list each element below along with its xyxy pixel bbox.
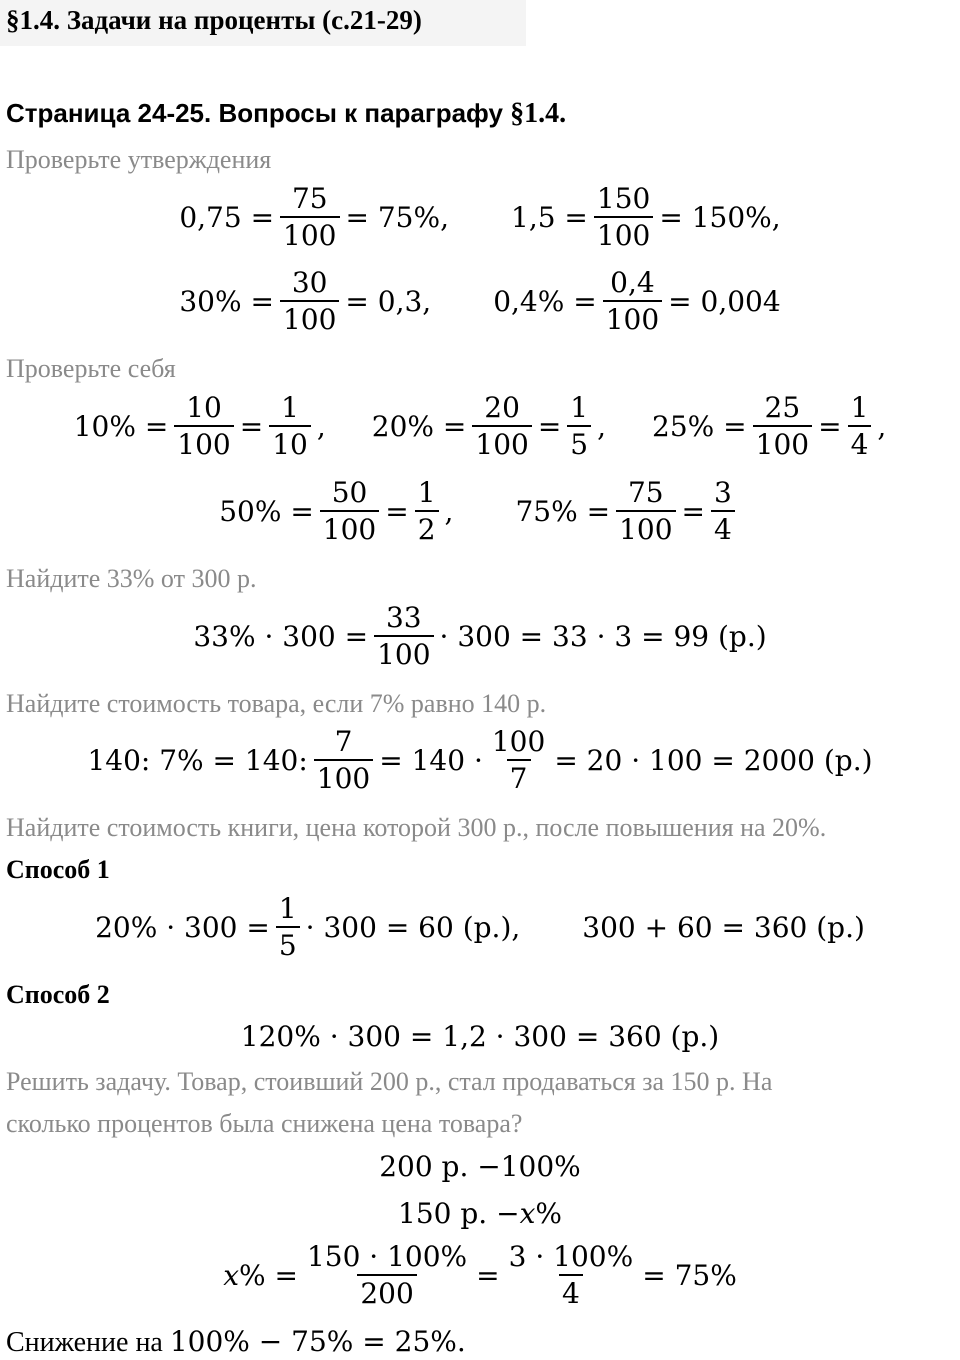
fraction bbox=[280, 268, 339, 335]
denominator: 5 bbox=[567, 425, 591, 459]
denominator: 200 bbox=[357, 1274, 416, 1308]
numerator: 1 bbox=[281, 391, 299, 424]
fraction bbox=[848, 393, 872, 460]
fraction bbox=[280, 184, 339, 251]
math-text: = 75%, bbox=[345, 200, 449, 234]
prompt-solve-line-2: сколько процентов была снижена цена товара? bbox=[6, 1109, 523, 1138]
math-text: · 300 = 60 (р.), bbox=[305, 910, 521, 944]
eq-300-plus-60: 300 + 60 = 360 (р.) bbox=[582, 910, 865, 944]
fraction bbox=[567, 393, 591, 460]
math-text: 150 р. − bbox=[398, 1197, 520, 1230]
math-text: 1,5 = bbox=[511, 200, 588, 234]
eq-25pct bbox=[652, 393, 886, 460]
math-text: , bbox=[444, 494, 454, 528]
eq-04pct bbox=[493, 268, 780, 335]
conclusion-line bbox=[6, 1325, 466, 1359]
math-row-1 bbox=[0, 184, 960, 251]
math-row-4 bbox=[0, 478, 960, 545]
denominator: 100 bbox=[603, 300, 662, 334]
denominator: 10 bbox=[269, 425, 311, 459]
section-subtitle bbox=[6, 98, 566, 130]
denominator: 4 bbox=[848, 425, 872, 459]
method-1-label: Способ 1 bbox=[6, 855, 110, 884]
numerator: 150 · 100% bbox=[306, 1240, 468, 1273]
numerator: 50 bbox=[331, 476, 368, 509]
eq-33-of-300 bbox=[193, 603, 766, 670]
eq-20pct-of-300 bbox=[95, 894, 520, 961]
numerator: 25 bbox=[764, 391, 801, 424]
math-text: = 140 · bbox=[379, 743, 483, 777]
math-row-6 bbox=[0, 727, 960, 794]
math-text: = 75% bbox=[642, 1258, 737, 1292]
eq-x-pct bbox=[223, 1242, 737, 1309]
fraction bbox=[269, 393, 311, 460]
fraction bbox=[506, 1242, 637, 1309]
denominator: 100 bbox=[472, 425, 531, 459]
math-text: 10% = bbox=[73, 409, 169, 443]
eq-50pct bbox=[219, 478, 453, 545]
numerator: 10 bbox=[186, 391, 222, 424]
fraction bbox=[174, 393, 233, 460]
denominator: 100 bbox=[314, 759, 373, 793]
fraction bbox=[753, 393, 812, 460]
math-text: 25% = bbox=[652, 409, 747, 443]
conclusion-expression: 100% − 75% = 25%. bbox=[169, 1325, 466, 1358]
denominator: 7 bbox=[507, 759, 531, 793]
numerator: 1 bbox=[417, 476, 436, 509]
math-text: 50% = bbox=[219, 494, 314, 528]
math-text: = bbox=[818, 409, 842, 443]
numerator: 7 bbox=[334, 725, 353, 758]
math-row-7 bbox=[0, 894, 960, 961]
denominator: 100 bbox=[374, 635, 433, 669]
eq-20pct bbox=[372, 393, 606, 460]
numerator: 0,4 bbox=[610, 266, 655, 299]
numerator: 20 bbox=[484, 391, 520, 424]
numerator: 3 bbox=[713, 476, 732, 509]
math-text: , bbox=[597, 409, 607, 443]
eq-075 bbox=[179, 184, 449, 251]
numerator: 75 bbox=[291, 182, 328, 215]
math-text: = bbox=[476, 1258, 500, 1292]
math-text: , bbox=[316, 409, 326, 443]
denominator: 2 bbox=[415, 510, 439, 544]
math-text: = bbox=[239, 409, 264, 443]
fraction bbox=[594, 184, 653, 251]
denominator: 100 bbox=[594, 216, 653, 250]
math-text: = 0,004 bbox=[668, 284, 781, 318]
numerator: 150 bbox=[596, 182, 651, 215]
fraction bbox=[711, 478, 735, 545]
fraction bbox=[603, 268, 662, 335]
numerator: 1 bbox=[850, 391, 869, 424]
prompt-solve-line-1: Решить задачу. Товар, стоивший 200 р., стал продаваться за 150 р. На bbox=[6, 1067, 773, 1096]
math-row-9: 200 р. −100% bbox=[379, 1150, 581, 1183]
prompt-find-book: Найдите стоимость книги, цена которой 300 р., после повышения на 20%. bbox=[6, 813, 827, 842]
math-text: 30% = bbox=[179, 284, 274, 318]
denominator: 100 bbox=[753, 425, 812, 459]
math-text: 20% = bbox=[371, 409, 467, 443]
math-text: % bbox=[535, 1197, 562, 1230]
denominator: 100 bbox=[280, 300, 339, 334]
eq-15 bbox=[511, 184, 781, 251]
math-text: = bbox=[385, 494, 409, 528]
eq-140-div-7pct bbox=[87, 727, 872, 794]
prompt-check-statements: Проверьте утверждения bbox=[6, 145, 272, 174]
fraction bbox=[374, 603, 433, 670]
prompt-find-33: Найдите 33% от 300 р. bbox=[6, 564, 257, 593]
math-row-8: 120% · 300 = 1,2 · 300 = 360 (р.) bbox=[240, 1020, 720, 1053]
eq-75pct bbox=[515, 478, 740, 545]
math-text: 33% · 300 = bbox=[193, 619, 369, 653]
numerator: 3 · 100% bbox=[508, 1240, 634, 1273]
math-row-5 bbox=[0, 603, 960, 670]
denominator: 5 bbox=[276, 926, 300, 960]
denominator: 100 bbox=[320, 510, 379, 544]
math-text: = bbox=[537, 409, 562, 443]
numerator: 1 bbox=[570, 391, 589, 424]
math-text: · 300 = 33 · 3 = 99 (р.) bbox=[439, 619, 767, 653]
fraction bbox=[489, 727, 548, 794]
method-2-label: Способ 2 bbox=[6, 980, 110, 1009]
math-text: 20% · 300 = bbox=[95, 910, 270, 944]
math-variable: x bbox=[519, 1197, 536, 1230]
denominator: 100 bbox=[616, 510, 675, 544]
numerator: 100 bbox=[491, 725, 546, 758]
fraction bbox=[304, 1242, 470, 1309]
math-text: , bbox=[877, 409, 887, 443]
math-text: % = bbox=[238, 1258, 298, 1292]
fraction bbox=[415, 478, 439, 545]
eq-10pct bbox=[74, 393, 326, 460]
math-text: = 20 · 100 = 2000 (р.) bbox=[554, 743, 873, 777]
denominator: 4 bbox=[711, 510, 735, 544]
math-row-10 bbox=[0, 1197, 960, 1230]
conclusion-word: Снижение на bbox=[6, 1327, 170, 1358]
subtitle-main: Страница 24-25. Вопросы к параграфу bbox=[6, 98, 511, 128]
numerator: 75 bbox=[627, 476, 664, 509]
math-text: 0,75 = bbox=[179, 200, 275, 234]
denominator: 100 bbox=[174, 425, 233, 459]
math-text: = 0,3, bbox=[345, 284, 432, 318]
math-text: 0,4% = bbox=[493, 284, 597, 318]
math-variable: x bbox=[223, 1258, 239, 1292]
fraction bbox=[320, 478, 379, 545]
numerator: 30 bbox=[291, 266, 328, 299]
numerator: 33 bbox=[385, 601, 422, 634]
math-row-11 bbox=[0, 1242, 960, 1309]
denominator: 100 bbox=[280, 216, 339, 250]
fraction bbox=[276, 894, 300, 961]
math-row-3 bbox=[0, 393, 960, 460]
math-text: = bbox=[681, 494, 705, 528]
prompt-check-yourself: Проверьте себя bbox=[6, 354, 176, 383]
page-title: §1.4. Задачи на проценты (с.21-29) bbox=[6, 5, 422, 35]
math-text: = 150%, bbox=[659, 200, 781, 234]
fraction bbox=[314, 727, 373, 794]
math-row-2 bbox=[0, 268, 960, 335]
eq-30pct bbox=[179, 268, 431, 335]
subtitle-paragraph: §1.4. bbox=[510, 98, 567, 129]
math-text: 140: 7% = 140: bbox=[87, 743, 308, 777]
denominator: 4 bbox=[559, 1274, 583, 1308]
fraction bbox=[616, 478, 675, 545]
math-text: 75% = bbox=[515, 494, 611, 528]
fraction bbox=[472, 393, 531, 460]
prompt-find-cost: Найдите стоимость товара, если 7% равно 140 р. bbox=[6, 689, 547, 718]
numerator: 1 bbox=[278, 892, 297, 925]
